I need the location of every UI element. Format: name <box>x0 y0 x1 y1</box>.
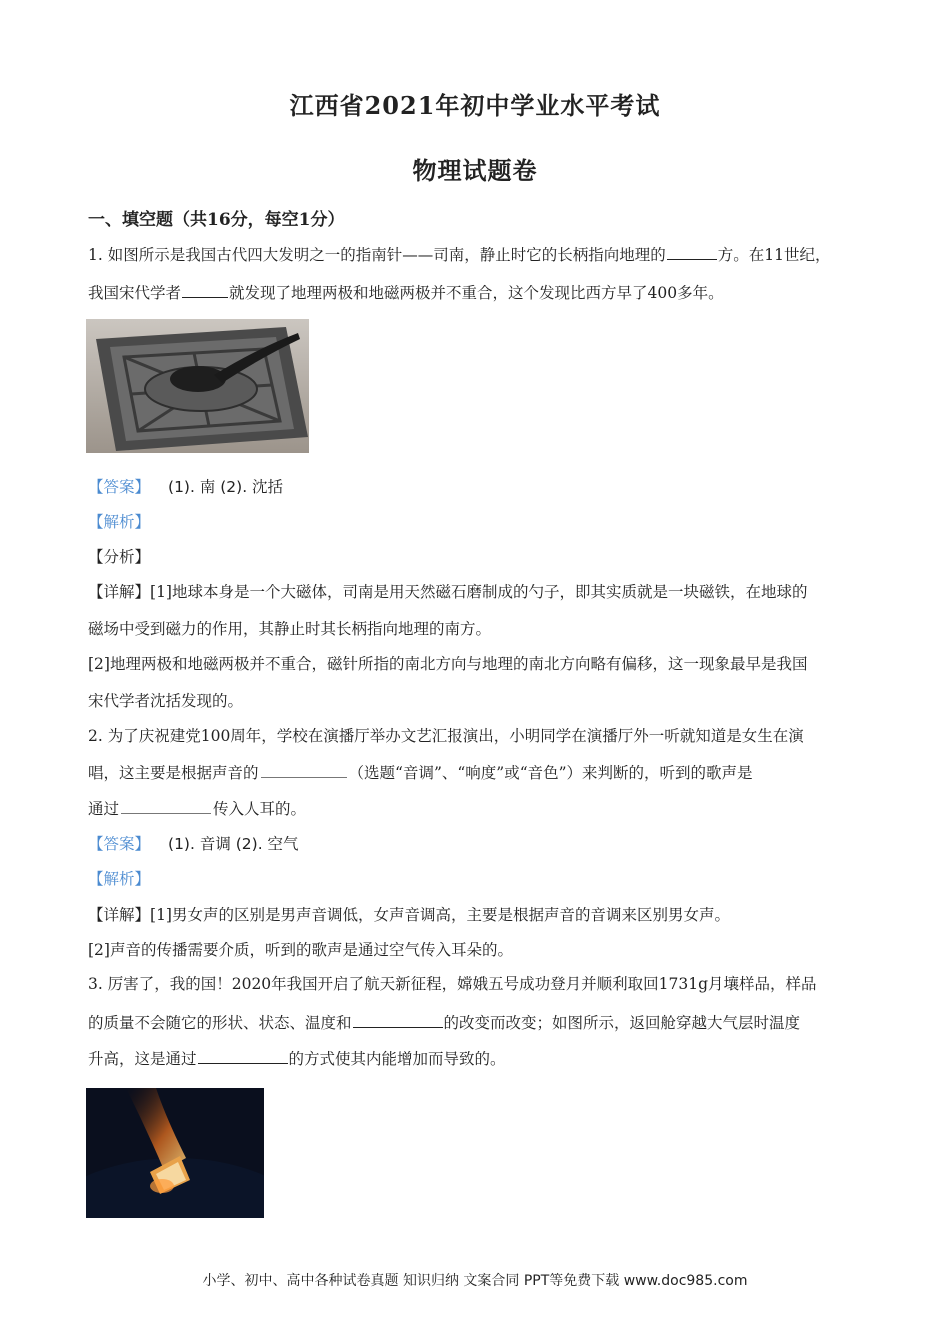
q3-line2-text-a: 的质量不会随它的形状、状态、温度和 <box>88 1014 352 1032</box>
q2-line2-text-a: 唱，这主要是根据声音的 <box>88 764 259 782</box>
exam-subtitle: 物理试题卷 <box>412 156 538 185</box>
q2-line2-text-b: （选题“音调”、“响度”或“音色”）来判断的，听到的歌声是 <box>348 764 753 782</box>
q1-detail1-text: [1]地球本身是一个大磁体，司南是用天然磁石磨制成的勺子，即其实质就是一块磁铁，在地球的 <box>150 583 808 601</box>
q2-line3-text-b: 传入人耳的。 <box>213 800 307 818</box>
q1-detail-line2: 磁场中受到磁力的作用，其静止时其长柄指向地理的南方。 <box>88 620 492 638</box>
exam-title: 江西省2021年初中学业水平考试 <box>289 91 661 120</box>
q1-line2 <box>88 281 724 303</box>
q3-line3 <box>88 1047 506 1069</box>
reentry-capsule-image <box>86 1088 264 1218</box>
q1-detail-line3: [2]地理两极和地磁两极并不重合，磁针所指的南北方向与地理的南北方向略有偏移，这一现象最早是我国 <box>88 655 808 673</box>
detail-label: 【详解】 <box>88 583 151 601</box>
q3-line2-text-b: 的改变而改变；如图所示，返回舱穿越大气层时温度 <box>443 1014 801 1032</box>
detail-label: 【详解】 <box>88 906 151 924</box>
q2-line1: 2. 为了庆祝建党100周年，学校在演播厅举办文艺汇报演出，小明同学在演播厅外一听就知道是女生在演 <box>88 727 804 745</box>
q1-line2-text-a: 我国宋代学者 <box>88 284 182 302</box>
q3-blank2 <box>198 1048 288 1065</box>
q1-analysis-label: 【解析】 <box>88 513 151 531</box>
q3-line1: 3. 厉害了，我的国！2020年我国开启了航天新征程，嫦娥五号成功登月并顺利取回1731g月壤样品，样品 <box>88 975 817 993</box>
q1-line1-text-b: 方。在11世纪， <box>717 246 831 264</box>
q2-blank1 <box>261 762 347 779</box>
section-heading: 一、填空题（共16分，每空1分） <box>88 210 345 230</box>
q1-blank2 <box>182 282 228 299</box>
q2-line2 <box>88 761 753 783</box>
answer-label: 【答案】 <box>88 835 151 853</box>
q1-line1 <box>88 243 830 265</box>
q3-line2 <box>88 1011 800 1033</box>
q1-answer-text: (1). 南 (2). 沈括 <box>168 478 284 496</box>
q3-line3-text-a: 升高，这是通过 <box>88 1050 197 1068</box>
q1-detail-line4: 宋代学者沈括发现的。 <box>88 692 244 710</box>
q3-line3-text-b: 的方式使其内能增加而导致的。 <box>288 1050 506 1068</box>
q2-blank2 <box>121 798 211 815</box>
page-footer: 小学、初中、高中各种试卷真题 知识归纳 文案合同 PPT等免费下载 www.doc985.com <box>202 1273 748 1289</box>
q2-line3 <box>88 797 306 819</box>
q2-detail1-text: [1]男女声的区别是男声音调低，女声音调高，主要是根据声音的音调来区别男女声。 <box>150 906 730 924</box>
q3-blank1 <box>353 1012 443 1029</box>
q1-detail-line1 <box>88 580 807 602</box>
q1-line1-text-a: 1. 如图所示是我国古代四大发明之一的指南针——司南，静止时它的长柄指向地理的 <box>88 246 666 264</box>
q2-analysis-label: 【解析】 <box>88 870 151 888</box>
q2-line3-text-a: 通过 <box>88 800 120 818</box>
q1-answer <box>88 475 283 497</box>
q2-answer <box>88 832 299 854</box>
sinan-compass-image <box>86 319 309 453</box>
q2-detail-line1 <box>88 903 730 925</box>
q1-line2-text-b: 就发现了地理两极和地磁两极并不重合，这个发现比西方早了400多年。 <box>229 284 724 302</box>
q2-answer-text: (1). 音调 (2). 空气 <box>168 835 299 853</box>
q2-detail-line2: [2]声音的传播需要介质，听到的歌声是通过空气传入耳朵的。 <box>88 941 513 959</box>
q1-blank1 <box>667 244 717 261</box>
answer-label: 【答案】 <box>88 478 151 496</box>
q1-fenxi-label: 【分析】 <box>88 548 151 566</box>
